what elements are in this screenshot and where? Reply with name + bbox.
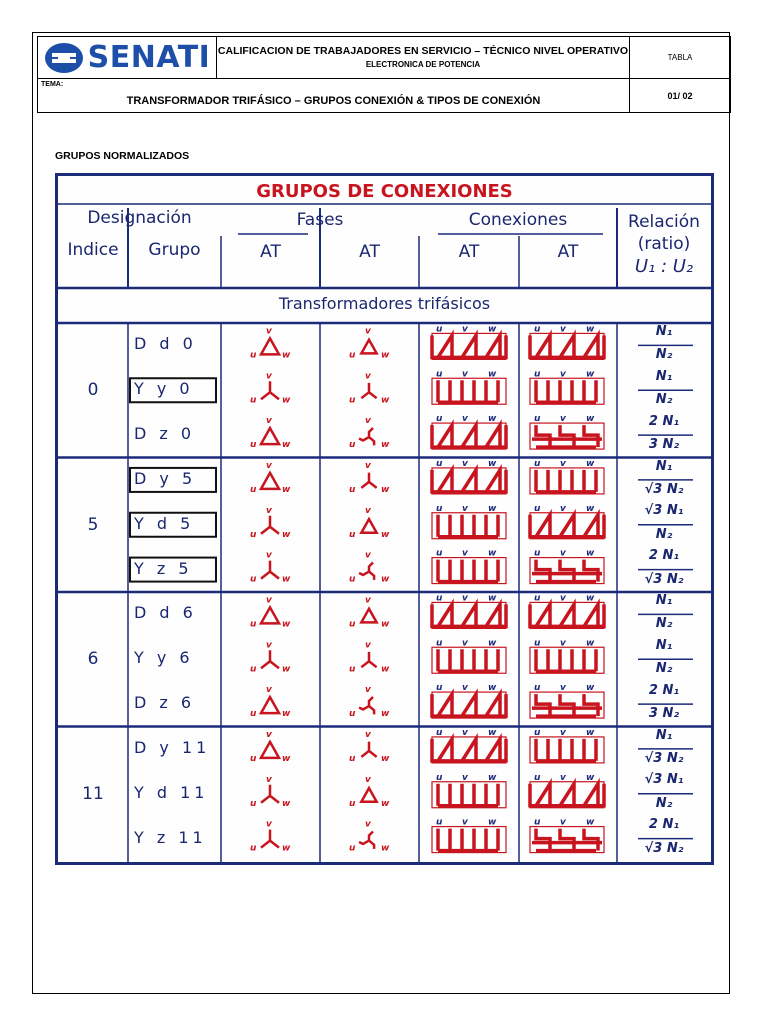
svg-text:u: u [349, 350, 356, 361]
svg-text:v: v [266, 505, 272, 516]
svg-text:u: u [250, 798, 257, 809]
conn-hv-delta-winding-icon [432, 459, 506, 494]
svg-text:v: v [462, 638, 468, 649]
svg-text:u: u [534, 593, 541, 604]
conn-hv-star-winding-icon [432, 638, 506, 673]
svg-text:w: w [282, 709, 291, 720]
senati-logo [38, 38, 216, 78]
ratio-numerator: N₁ [655, 368, 673, 384]
phase-hv-delta-icon [250, 461, 291, 495]
logo-text: SENATI [87, 40, 211, 75]
conn-lv-delta-winding-icon [530, 593, 604, 628]
grupo-label: Y d 11 [134, 782, 209, 802]
ratio-numerator: N₁ [655, 727, 673, 743]
col-designacion: Designación [87, 208, 192, 228]
svg-text:w: w [488, 324, 497, 335]
svg-text:w: w [381, 350, 390, 361]
svg-text:v: v [560, 727, 566, 738]
svg-text:u: u [349, 798, 356, 809]
svg-text:u: u [436, 503, 443, 514]
phase-hv-delta-icon [250, 595, 291, 629]
svg-text:v: v [266, 416, 272, 427]
phase-hv-star-icon [250, 371, 291, 405]
conn-hv-star-winding-icon [432, 773, 506, 808]
svg-text:v: v [365, 729, 371, 740]
svg-text:u: u [349, 574, 356, 585]
svg-text:u: u [436, 638, 443, 649]
header-title: CALIFICACION DE TRABAJADORES EN SERVICIO – TÉCNICO NIVEL OPERATIVO [217, 44, 629, 57]
grupo-label: D y 5 [134, 468, 197, 488]
header-subtitle: ELECTRONICA DE POTENCIA [365, 59, 481, 69]
conn-hv-star-winding-icon [432, 369, 506, 404]
svg-text:w: w [381, 798, 390, 809]
svg-text:w: w [586, 369, 595, 380]
ratio-numerator: 2 N₁ [648, 548, 680, 564]
svg-text:v: v [462, 727, 468, 738]
phase-lv-delta-icon [349, 326, 390, 360]
svg-text:u: u [436, 324, 443, 335]
svg-text:w: w [586, 324, 595, 335]
conn-lv-zigzag-winding-icon [530, 683, 604, 718]
svg-text:v: v [462, 414, 468, 425]
svg-text:v: v [365, 326, 371, 337]
svg-text:w: w [586, 458, 595, 469]
conn-lv-star-winding-icon [530, 728, 604, 763]
ratio-numerator: N₁ [655, 324, 673, 339]
svg-text:w: w [488, 414, 497, 425]
phase-hv-star-icon [250, 820, 291, 854]
ratio-numerator: N₁ [655, 637, 673, 653]
indice-6: 6 [87, 649, 99, 670]
svg-text:u: u [349, 529, 356, 540]
ratio-numerator: √3 N₁ [644, 772, 684, 788]
svg-text:v: v [266, 640, 272, 651]
svg-text:v: v [266, 774, 272, 785]
svg-text:v: v [560, 503, 566, 514]
document-header [37, 36, 731, 113]
phase-hv-star-icon [250, 551, 291, 585]
page-number: 01/ 02 [630, 79, 731, 113]
senati-emblem-icon [44, 41, 84, 75]
svg-text:v: v [266, 550, 272, 561]
svg-text:v: v [365, 460, 371, 471]
svg-text:w: w [488, 593, 497, 604]
svg-text:v: v [560, 772, 566, 783]
header-code: TABLA [630, 37, 731, 79]
phase-hv-delta-icon [250, 685, 291, 719]
svg-text:v: v [462, 503, 468, 514]
svg-text:w: w [381, 619, 390, 630]
ratio-numerator: N₁ [655, 593, 673, 608]
svg-text:v: v [560, 548, 566, 559]
svg-text:u: u [436, 817, 443, 828]
phase-lv-zigzag-icon [349, 551, 390, 585]
svg-text:u: u [534, 817, 541, 828]
svg-text:w: w [282, 395, 291, 406]
svg-text:w: w [381, 709, 390, 720]
svg-text:u: u [534, 772, 541, 783]
svg-text:u: u [250, 529, 257, 540]
svg-text:u: u [436, 593, 443, 604]
conn-lv-delta-winding-icon [530, 324, 604, 359]
conn-lv-star-winding-icon [530, 369, 604, 404]
header-title-cell [217, 37, 630, 79]
logo-cell [38, 37, 217, 79]
col-grupo: Grupo [148, 240, 201, 260]
svg-text:w: w [586, 548, 595, 559]
svg-text:v: v [365, 505, 371, 516]
connection-groups-table [55, 173, 714, 865]
svg-text:u: u [250, 574, 257, 585]
svg-text:w: w [381, 574, 390, 585]
svg-text:w: w [381, 395, 390, 406]
svg-text:u: u [349, 753, 356, 764]
phase-lv-star-icon [349, 730, 390, 764]
svg-text:v: v [266, 685, 272, 696]
indice-5: 5 [87, 514, 99, 535]
svg-text:w: w [586, 503, 595, 514]
col-at-2: AT [359, 242, 380, 262]
ratio-denominator: √3 N₂ [644, 481, 684, 497]
svg-text:v: v [365, 685, 371, 696]
conn-hv-star-winding-icon [432, 818, 506, 853]
svg-text:u: u [534, 458, 541, 469]
svg-text:u: u [534, 503, 541, 514]
svg-text:u: u [436, 683, 443, 694]
svg-text:w: w [586, 683, 595, 694]
grupo-label: Y z 5 [134, 558, 193, 578]
svg-text:w: w [586, 772, 595, 783]
svg-text:u: u [349, 843, 356, 854]
svg-text:u: u [534, 683, 541, 694]
svg-text:w: w [488, 503, 497, 514]
svg-text:w: w [488, 458, 497, 469]
svg-text:w: w [488, 772, 497, 783]
svg-text:w: w [488, 683, 497, 694]
conn-hv-delta-winding-icon [432, 324, 506, 359]
svg-text:w: w [282, 440, 291, 451]
ratio-numerator: 2 N₁ [648, 413, 680, 429]
grupo-label: D d 6 [134, 603, 197, 623]
conn-lv-zigzag-winding-icon [530, 818, 604, 853]
svg-text:v: v [560, 458, 566, 469]
svg-text:v: v [462, 548, 468, 559]
svg-text:v: v [266, 326, 272, 337]
svg-text:u: u [349, 395, 356, 406]
svg-text:v: v [266, 595, 272, 606]
ratio-numerator: 2 N₁ [648, 817, 680, 833]
svg-text:v: v [266, 819, 272, 830]
table-title: GRUPOS DE CONEXIONES [256, 181, 513, 202]
ratio-denominator: 3 N₂ [648, 437, 680, 453]
svg-text:u: u [534, 414, 541, 425]
svg-text:v: v [560, 369, 566, 380]
svg-text:u: u [534, 369, 541, 380]
svg-text:v: v [462, 772, 468, 783]
svg-text:v: v [462, 324, 468, 335]
svg-text:v: v [365, 416, 371, 427]
svg-text:u: u [349, 619, 356, 630]
conn-lv-star-winding-icon [530, 638, 604, 673]
svg-text:u: u [250, 619, 257, 630]
grupo-label: Y y 0 [134, 379, 194, 399]
svg-text:v: v [266, 460, 272, 471]
conn-hv-delta-winding-icon [432, 593, 506, 628]
col-u-ratio: U₁ : U₂ [634, 256, 694, 277]
svg-text:v: v [365, 371, 371, 382]
phase-lv-delta-icon [349, 595, 390, 629]
svg-text:v: v [365, 774, 371, 785]
svg-text:u: u [436, 458, 443, 469]
grupo-label: D d 0 [134, 334, 197, 354]
table-subtitle: Transformadores trifásicos [278, 294, 491, 313]
svg-text:w: w [488, 548, 497, 559]
svg-text:u: u [250, 664, 257, 675]
svg-text:w: w [488, 638, 497, 649]
indice-11: 11 [82, 783, 104, 804]
conn-hv-star-winding-icon [432, 504, 506, 539]
ratio-denominator: √3 N₂ [644, 840, 684, 856]
svg-text:w: w [282, 350, 291, 361]
svg-text:w: w [282, 753, 291, 764]
phase-lv-delta-icon [349, 506, 390, 540]
svg-text:v: v [560, 638, 566, 649]
ratio-denominator: √3 N₂ [644, 571, 684, 587]
svg-text:w: w [488, 817, 497, 828]
col-indice: Indice [67, 240, 119, 260]
svg-text:u: u [436, 727, 443, 738]
grupo-label: D z 0 [134, 424, 196, 444]
svg-text:v: v [365, 819, 371, 830]
tema-cell [38, 79, 630, 113]
svg-text:u: u [250, 440, 257, 451]
svg-text:v: v [560, 414, 566, 425]
svg-text:w: w [381, 753, 390, 764]
svg-text:u: u [436, 414, 443, 425]
ratio-denominator: N₂ [655, 795, 673, 811]
indice-0: 0 [87, 380, 99, 401]
ratio-denominator: N₂ [655, 347, 673, 363]
grupo-label: Y z 11 [134, 827, 207, 847]
svg-text:u: u [534, 548, 541, 559]
svg-text:u: u [349, 709, 356, 720]
svg-text:w: w [282, 843, 291, 854]
svg-text:w: w [282, 619, 291, 630]
conn-hv-delta-winding-icon [432, 414, 506, 449]
tema-title: TRANSFORMADOR TRIFÁSICO – GRUPOS CONEXIÓN & TIPOS DE CONEXIÓN [126, 94, 541, 107]
svg-text:u: u [349, 440, 356, 451]
conn-hv-star-winding-icon [432, 549, 506, 584]
svg-text:w: w [381, 529, 390, 540]
phase-lv-zigzag-icon [349, 685, 390, 719]
phase-hv-delta-icon [250, 326, 291, 360]
conn-lv-zigzag-winding-icon [530, 414, 604, 449]
svg-text:v: v [560, 593, 566, 604]
svg-text:w: w [586, 817, 595, 828]
ratio-numerator: √3 N₁ [644, 503, 684, 519]
svg-text:u: u [436, 369, 443, 380]
section-title: GRUPOS NORMALIZADOS [55, 150, 190, 162]
phase-hv-star-icon [250, 775, 291, 809]
svg-text:u: u [250, 350, 257, 361]
svg-text:w: w [381, 664, 390, 675]
conn-lv-delta-winding-icon [530, 504, 604, 539]
ratio-denominator: N₂ [655, 661, 673, 677]
col-at-1: AT [260, 242, 281, 262]
svg-text:w: w [282, 664, 291, 675]
ratio-numerator: N₁ [655, 458, 673, 474]
svg-text:w: w [488, 727, 497, 738]
svg-text:u: u [436, 548, 443, 559]
svg-text:u: u [250, 395, 257, 406]
svg-text:w: w [381, 484, 390, 495]
svg-text:w: w [586, 727, 595, 738]
svg-text:v: v [365, 595, 371, 606]
svg-text:v: v [560, 324, 566, 335]
svg-text:w: w [488, 369, 497, 380]
col-relacion: Relación [628, 212, 700, 232]
ratio-denominator: N₂ [655, 392, 673, 408]
svg-text:w: w [381, 843, 390, 854]
phase-lv-delta-icon [349, 775, 390, 809]
svg-text:w: w [282, 529, 291, 540]
ratio-denominator: √3 N₂ [644, 750, 684, 766]
phase-lv-zigzag-icon [349, 416, 390, 450]
svg-text:w: w [282, 798, 291, 809]
phase-hv-star-icon [250, 506, 291, 540]
svg-text:v: v [266, 729, 272, 740]
svg-text:v: v [560, 683, 566, 694]
svg-text:v: v [462, 593, 468, 604]
svg-text:u: u [534, 324, 541, 335]
grupo-label: Y d 5 [134, 513, 195, 533]
svg-text:v: v [462, 369, 468, 380]
svg-text:w: w [586, 593, 595, 604]
col-at-4: AT [557, 242, 579, 262]
svg-text:w: w [586, 638, 595, 649]
phase-lv-zigzag-icon [349, 820, 390, 854]
phase-hv-star-icon [250, 640, 291, 674]
col-ratio: (ratio) [637, 234, 691, 254]
svg-text:u: u [534, 727, 541, 738]
svg-text:v: v [266, 371, 272, 382]
grupo-label: D z 6 [134, 693, 196, 713]
conn-lv-delta-winding-icon [530, 773, 604, 808]
svg-text:w: w [282, 574, 291, 585]
svg-text:v: v [462, 458, 468, 469]
svg-text:v: v [365, 550, 371, 561]
svg-text:u: u [349, 664, 356, 675]
tema-label: TEMA: [41, 81, 64, 88]
phase-lv-star-icon [349, 640, 390, 674]
ratio-denominator: N₂ [655, 526, 673, 542]
svg-text:u: u [250, 753, 257, 764]
ratio-denominator: N₂ [655, 616, 673, 632]
svg-text:u: u [349, 484, 356, 495]
phase-hv-delta-icon [250, 730, 291, 764]
svg-text:v: v [462, 683, 468, 694]
ratio-denominator: 3 N₂ [648, 706, 680, 722]
grupo-label: Y y 6 [134, 648, 194, 668]
ratio-numerator: 2 N₁ [648, 682, 680, 698]
phase-lv-star-icon [349, 461, 390, 495]
conn-lv-zigzag-winding-icon [530, 549, 604, 584]
svg-text:w: w [586, 414, 595, 425]
conn-lv-star-winding-icon [530, 459, 604, 494]
grupo-label: D y 11 [134, 737, 211, 757]
svg-text:u: u [250, 843, 257, 854]
svg-text:v: v [560, 817, 566, 828]
svg-text:u: u [250, 484, 257, 495]
svg-text:v: v [365, 640, 371, 651]
svg-text:w: w [381, 440, 390, 451]
conn-hv-delta-winding-icon [432, 728, 506, 763]
phase-hv-delta-icon [250, 416, 291, 450]
col-at-3: AT [458, 242, 480, 262]
phase-lv-star-icon [349, 371, 390, 405]
svg-text:u: u [534, 638, 541, 649]
conn-hv-delta-winding-icon [432, 683, 506, 718]
svg-text:v: v [462, 817, 468, 828]
svg-text:w: w [282, 484, 291, 495]
col-conexiones: Conexiones [468, 210, 568, 230]
svg-text:u: u [436, 772, 443, 783]
col-fases: Fases [296, 210, 344, 230]
svg-text:u: u [250, 709, 257, 720]
